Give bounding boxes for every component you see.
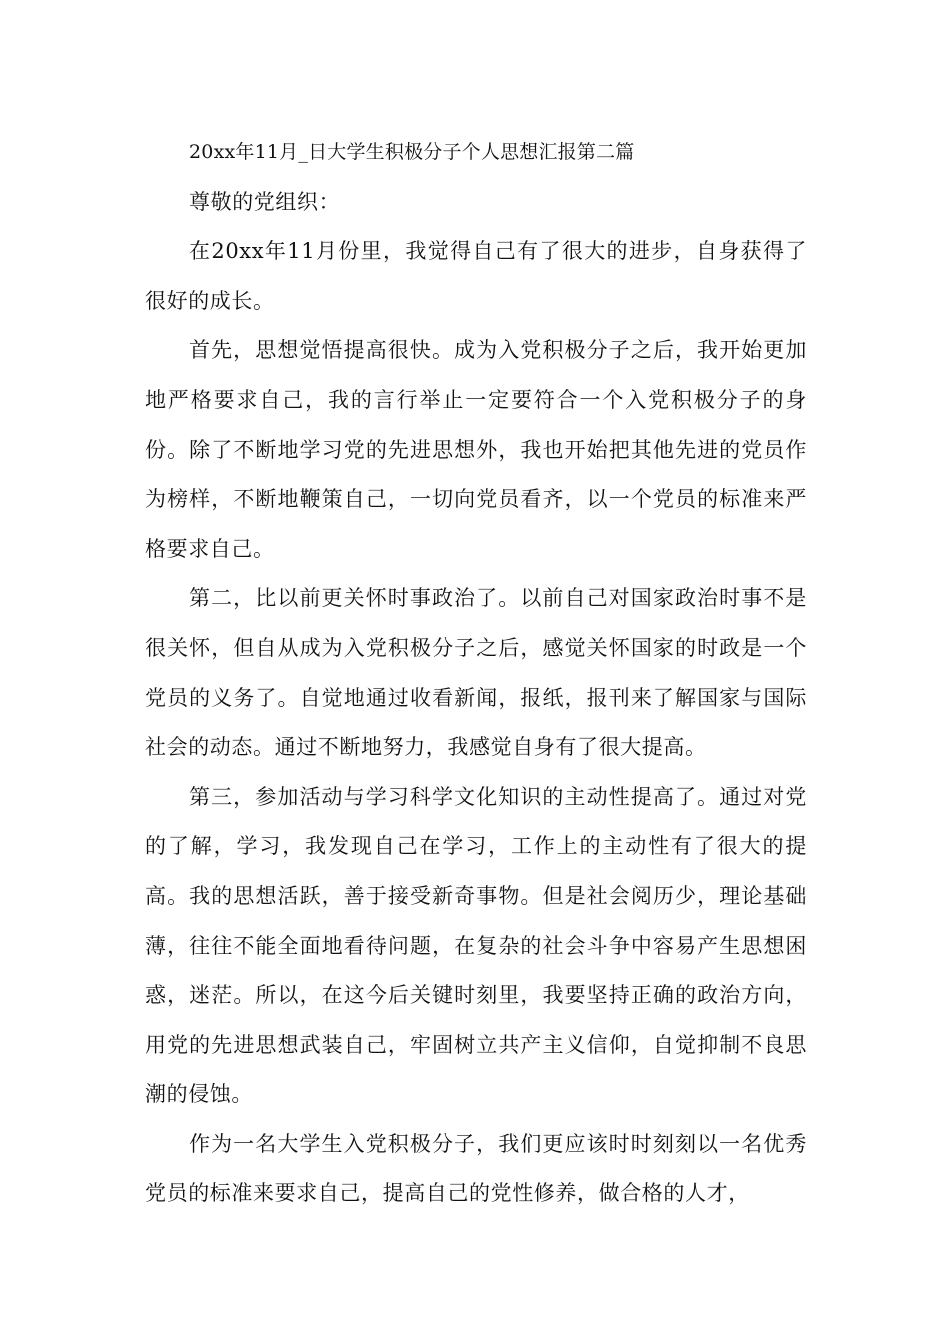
paragraph-third: 第三，参加活动与学习科学文化知识的主动性提高了。通过对党的了解，学习，我发现自己在学习，工作上的主动性有了很大的提高。我的思想活跃，善于接受新奇事物。但是社会阅历少，理论基础薄，往往不能全面地看待问题，在复杂的社会斗争中容易产生思想困惑，迷茫。所以，在这今后关键时刻里，我要坚持正确的政治方向，用党的先进思想武装自己，牢固树立共产主义信仰，自觉抑制不良思潮的侵蚀。 (145, 784, 807, 1107)
paragraph-conclusion: 作为一名大学生入党积极分子，我们更应该时时刻刻以一名优秀党员的标准来要求自己，提高自己的党性修养，做合格的人才， (145, 1131, 807, 1206)
document-body (145, 128, 807, 1219)
paragraph-intro: 在20xx年11月份里，我觉得自己有了很大的进步，自身获得了很好的成长。 (145, 239, 807, 313)
paragraph-second: 第二，比以前更关怀时事政治了。以前自己对国家政治时事不是很关怀，但自从成为入党积极分子之后，感觉关怀国家的时政是一个党员的义务了。自觉地通过收看新闻，报纸，报刊来了解国家与国际社会的动态。通过不断地努力，我感觉自身有了很大提高。 (145, 586, 807, 760)
salutation: 尊敬的党组织： (189, 189, 341, 214)
document-title: 20xx年11月_日大学生积极分子个人思想汇报第二篇 (189, 141, 635, 163)
paragraph-first: 首先，思想觉悟提高很快。成为入党积极分子之后，我开始更加地严格要求自己，我的言行举止一定要符合一个入党积极分子的身份。除了不断地学习党的先进思想外，我也开始把其他先进的党员作为榜样，不断地鞭策自己，一切向党员看齐，以一个党员的标准来严格要求自己。 (145, 338, 807, 561)
